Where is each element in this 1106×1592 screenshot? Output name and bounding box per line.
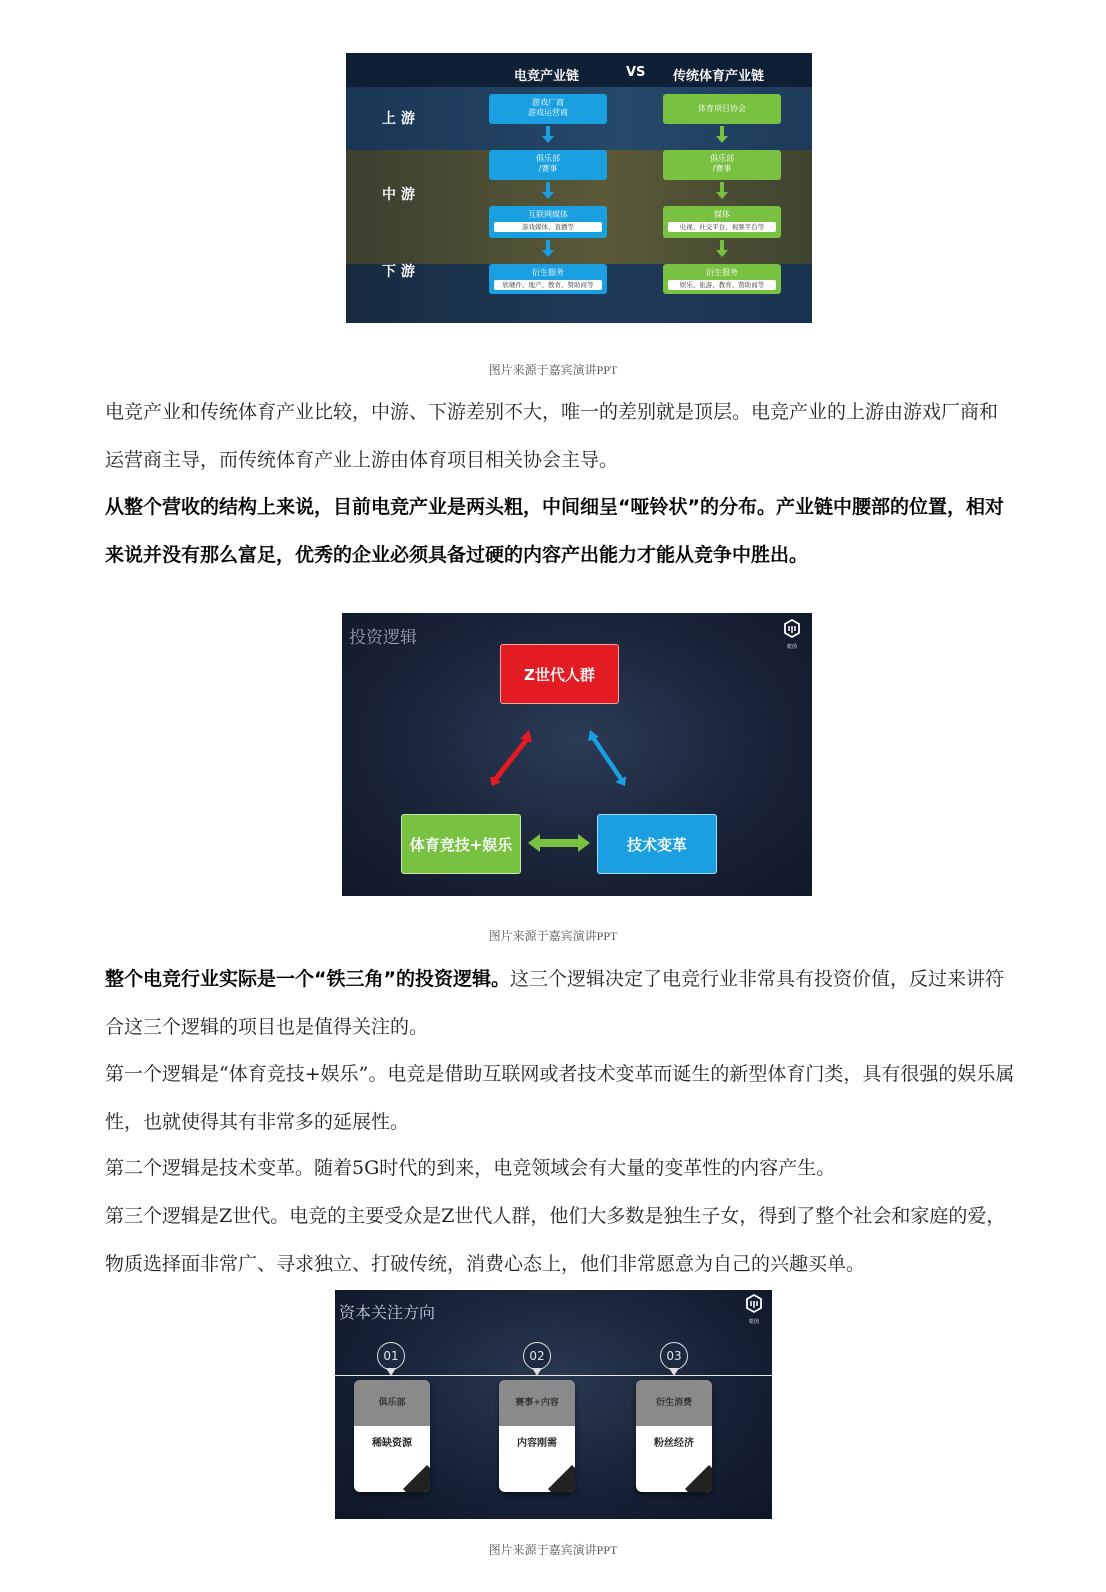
esports-box-club: [489, 150, 607, 180]
header-esports: 电竞产业链: [514, 69, 580, 84]
box-title2: /赛事: [712, 164, 732, 173]
box-title2: 游戏运营商: [528, 108, 568, 117]
timeline-line: [335, 1375, 772, 1376]
row-label-midstream: 中 游: [382, 187, 415, 203]
slide-title: 资本关注方向: [339, 1303, 436, 1322]
card-category: 衍生消费: [636, 1380, 712, 1426]
arrow-shaft: [546, 182, 550, 192]
box-title: 衍生服务: [532, 268, 564, 277]
red-double-arrow-icon: [490, 730, 532, 786]
arrow-down-icon: [716, 136, 728, 143]
arrow-down-icon: [542, 136, 554, 143]
arrow-down-icon: [542, 250, 554, 257]
bold-text: 整个电竞行业实际是一个“铁三角”的投资逻辑。: [105, 968, 510, 990]
arrow-shaft: [720, 240, 724, 250]
green-double-arrow-icon: [528, 834, 590, 852]
box-tech-change: 技术变革: [597, 814, 717, 874]
pin-tip: [386, 1368, 396, 1376]
paragraph: 第二个逻辑是技术变革。随着5G时代的到来，电竞领域会有大量的变革性的内容产生。: [105, 1157, 836, 1179]
logo-text: 乾茵: [748, 1319, 759, 1325]
paragraph: 第三个逻辑是Z世代。电竞的主要受众是Z世代人群，他们大多数是独生子女，得到了整个社会和家庭的爱，物质选择面非常广、寻求独立、打破传统，消费心态上，他们非常愿意为自己的兴趣买单。: [105, 1205, 1006, 1275]
triangle-arrows: [342, 613, 812, 896]
box-title: 衍生服务: [706, 268, 738, 277]
investment-logic-slide: [342, 613, 812, 896]
box-title: 俱乐部: [710, 154, 734, 163]
box-sub: 软硬件、地产、教育、赞助商等: [494, 280, 602, 290]
box-z-generation: Z世代人群: [500, 644, 619, 704]
esports-box-internet-media: [489, 206, 607, 238]
box-sub: 娱乐、旅游、教育、赞助商等: [668, 280, 776, 290]
esports-box-derivative: [489, 264, 607, 294]
card-value: 粉丝经济: [654, 1438, 694, 1449]
card-value: 稀缺资源: [372, 1438, 412, 1449]
arrow-shaft: [546, 126, 550, 136]
step-number: 01: [377, 1342, 405, 1370]
esports-box-game-publisher: [489, 94, 607, 124]
focus-card-derivative: [636, 1380, 712, 1492]
paragraph: 第一个逻辑是“体育竞技+娱乐”。电竞是借助互联网或者技术变革而诞生的新型体育门类，具有很强的娱乐属性，也就使得其有非常多的延展性。: [105, 1063, 1015, 1133]
header-sports: 传统体育产业链: [673, 69, 765, 84]
card-category: 俱乐部: [354, 1380, 430, 1426]
arrow-shaft: [720, 182, 724, 192]
blue-double-arrow-icon: [588, 730, 626, 786]
box-title2: /赛事: [538, 164, 558, 173]
box-sports-entertainment: 体育竞技+娱乐: [401, 814, 521, 874]
arrow-shaft: [546, 240, 550, 250]
paragraph: 电竞产业和传统体育产业比较，中游、下游差别不大，唯一的差别就是顶层。电竞产业的上游由游戏厂商和运营商主导，而传统体育产业上游由体育项目相关协会主导。: [105, 401, 999, 471]
card-category: 赛事+内容: [499, 1380, 575, 1426]
sports-box-derivative: [663, 264, 781, 294]
pin-tip: [532, 1368, 542, 1376]
logo-text: 乾茵: [786, 644, 797, 650]
arrow-down-icon: [542, 192, 554, 199]
arrow-down-icon: [716, 192, 728, 199]
logo-icon: [745, 1294, 763, 1314]
sports-box-club: [663, 150, 781, 180]
industry-chain-slide: [346, 53, 812, 323]
box-title: 游戏厂商: [532, 98, 564, 107]
paragraph-text: 这三个逻辑决定了电竞行业非常具有投资价值，反过来讲符合这三个逻辑的项目也是值得关注的。: [105, 968, 1004, 1038]
image-caption: 图片来源于嘉宾演讲PPT: [488, 1543, 618, 1557]
header-vs: VS: [626, 65, 646, 80]
image-caption: 图片来源于嘉宾演讲PPT: [488, 363, 618, 377]
row-label-upstream: 上 游: [382, 111, 415, 127]
box-title: 俱乐部: [536, 154, 560, 163]
sports-box-media: [663, 206, 781, 238]
arrow-shaft: [720, 126, 724, 136]
image-caption: 图片来源于嘉宾演讲PPT: [488, 929, 618, 943]
focus-card-events: [499, 1380, 575, 1492]
focus-card-club: [354, 1380, 430, 1492]
bold-text: 从整个营收的结构上来说，目前电竞产业是两头粗，中间细呈“哑铃状”的分布。产业链中腰部的位置，相对来说并没有那么富足，优秀的企业必须具备过硬的内容产出能力才能从竞争中胜出。: [105, 496, 1004, 566]
slide-title: 投资逻辑: [349, 628, 417, 648]
box-title: 媒体: [714, 210, 730, 219]
row-label-downstream: 下 游: [382, 264, 415, 280]
step-number: 03: [660, 1342, 688, 1370]
box-sub: 电视、社交平台、视频平台等: [668, 222, 776, 232]
step-number: 02: [523, 1342, 551, 1370]
box-title: 互联网媒体: [528, 210, 568, 219]
brand-logo: [744, 1294, 764, 1325]
arrow-down-icon: [716, 250, 728, 257]
sports-box-association: [663, 94, 781, 124]
card-corner: [548, 1465, 575, 1492]
paragraph: [105, 955, 1015, 1051]
pin-tip: [669, 1368, 679, 1376]
card-value: 内容刚需: [517, 1438, 557, 1449]
paragraph-bold: [105, 483, 1015, 579]
box-title: 体育项目协会: [698, 104, 746, 113]
capital-focus-slide: [335, 1290, 772, 1519]
card-corner: [403, 1465, 430, 1492]
box-sub: 游戏媒体、直播等: [494, 222, 602, 232]
card-corner: [685, 1465, 712, 1492]
